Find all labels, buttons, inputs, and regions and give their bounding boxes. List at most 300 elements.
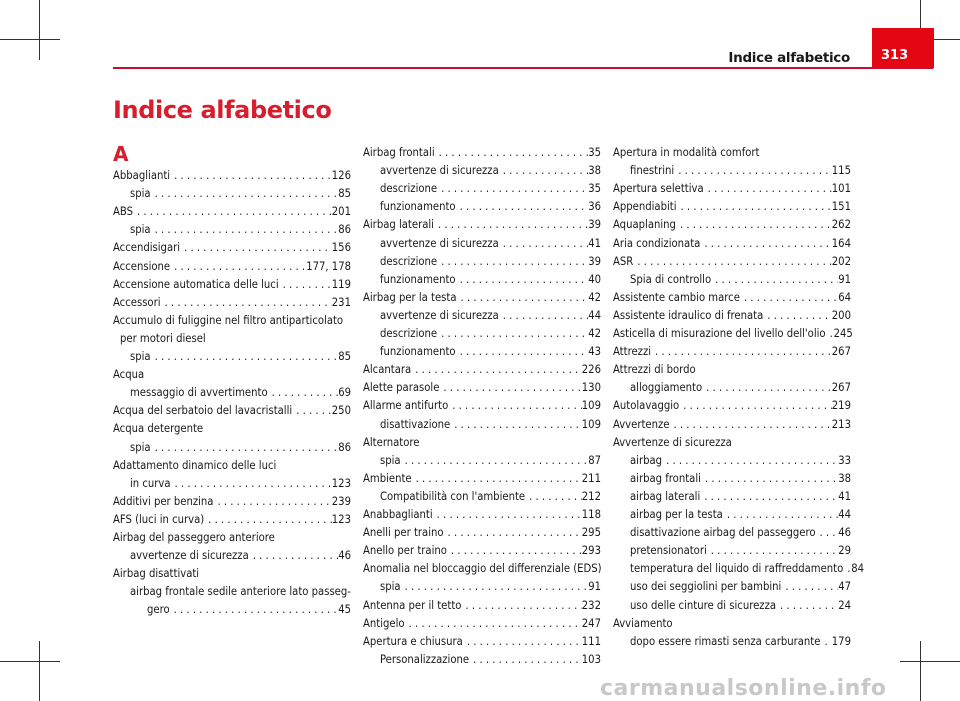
index-term: Avvertenze <box>613 417 670 431</box>
index-entry <box>113 440 351 456</box>
dot-leader <box>707 543 838 559</box>
dot-leader <box>461 598 581 614</box>
index-term: Allarme antifurto <box>363 399 449 413</box>
index-page-ref: 164 <box>831 236 851 250</box>
dot-leader <box>447 543 582 559</box>
dot-leader <box>674 163 832 179</box>
index-entry <box>613 561 865 577</box>
index-entry <box>613 362 851 378</box>
index-page-ref: 91 <box>588 580 601 594</box>
dot-leader <box>456 344 589 360</box>
index-entry <box>363 652 601 668</box>
index-term: Aquaplaning <box>613 218 676 232</box>
index-page-ref: 213 <box>831 417 851 431</box>
index-page-ref: 231 <box>331 295 351 309</box>
dot-leader <box>411 362 582 378</box>
index-page-ref: 47 <box>838 580 851 594</box>
index-entry <box>613 217 851 233</box>
index-term: disattivazione <box>380 417 451 431</box>
index-entry <box>113 548 351 564</box>
dot-leader <box>711 272 838 288</box>
index-page-ref: 39 <box>588 218 601 232</box>
index-entry <box>363 308 601 324</box>
index-entry <box>613 616 851 632</box>
index-page-ref: 42 <box>588 327 601 340</box>
index-page-ref: 118 <box>581 508 601 521</box>
index-page-ref: 267 <box>831 381 851 395</box>
index-term: airbag per la testa <box>630 508 723 521</box>
index-entry <box>363 507 601 523</box>
index-term: Airbag frontali <box>363 146 435 159</box>
index-term: Attrezzi di bordo <box>613 363 696 377</box>
index-term: dopo essere rimasti senza carburante <box>630 634 821 648</box>
index-page-ref: 177, 178 <box>306 259 351 273</box>
index-page-ref: 245 <box>833 327 853 340</box>
index-term: Appendiabiti <box>613 200 677 214</box>
index-term: Apertura selettiva <box>613 182 704 196</box>
index-term: spia <box>130 187 151 201</box>
index-entry <box>363 489 601 505</box>
index-entry <box>613 326 851 342</box>
index-entry <box>613 290 851 306</box>
index-page-ref: 44 <box>588 308 601 322</box>
dot-leader <box>161 295 332 311</box>
index-entry <box>363 616 601 632</box>
dot-leader <box>444 525 582 541</box>
index-entry <box>363 362 601 378</box>
dot-leader <box>525 489 582 505</box>
index-page-ref: 38 <box>588 164 601 178</box>
index-entry <box>113 421 351 437</box>
index-page-ref: 33 <box>838 453 851 467</box>
index-entry <box>363 398 601 414</box>
dot-leader <box>279 277 332 293</box>
index-entry <box>613 308 851 324</box>
dot-leader <box>456 272 589 288</box>
index-page-ref: 219 <box>831 399 851 413</box>
index-term: in curva <box>130 476 171 490</box>
index-entry <box>113 331 351 347</box>
index-term: uso delle cinture di sicurezza <box>630 598 777 612</box>
index-entry <box>613 453 851 469</box>
dot-leader <box>701 471 838 487</box>
index-entry <box>363 199 601 215</box>
index-term: Apertura e chiusura <box>363 634 463 648</box>
index-term: ABS <box>113 205 133 219</box>
dot-leader <box>170 168 332 184</box>
index-term: Alcantara <box>363 363 412 377</box>
dot-leader <box>679 398 832 414</box>
index-page-ref: 201 <box>331 205 351 219</box>
dot-leader <box>651 344 832 360</box>
index-term: Airbag disattivati <box>113 567 200 581</box>
index-term: Avviamento <box>613 616 673 630</box>
index-term: Acqua <box>113 368 145 382</box>
index-entry <box>363 417 601 433</box>
index-term: funzionamento <box>380 345 456 359</box>
index-term: avvertenze di sicurezza <box>380 164 499 178</box>
index-entry <box>113 367 351 383</box>
dot-leader <box>151 222 339 238</box>
index-page-ref: 156 <box>331 241 351 255</box>
index-entry <box>113 530 351 546</box>
index-term: Asticella di misurazione del livello dell'olio <box>613 327 826 340</box>
dot-leader <box>437 254 588 270</box>
dot-leader <box>723 507 838 523</box>
index-entry <box>113 403 351 419</box>
crop-mark <box>39 0 40 60</box>
index-term: Airbag del passeggero anteriore <box>113 531 275 544</box>
crop-mark <box>900 661 960 662</box>
index-term: Antenna per il tetto <box>363 598 462 612</box>
dot-leader <box>820 634 831 650</box>
index-entry <box>113 512 351 528</box>
index-term: descrizione <box>380 182 438 196</box>
index-term: airbag frontale sedile anteriore lato passeg- <box>130 585 351 599</box>
index-term: avvertenze di sicurezza <box>380 308 499 322</box>
index-term: airbag laterali <box>630 489 701 503</box>
index-entry <box>363 326 601 342</box>
dot-leader <box>633 254 832 270</box>
index-term: spia <box>130 350 151 363</box>
index-entry <box>613 417 851 433</box>
dot-leader <box>457 290 589 306</box>
crop-mark <box>0 39 60 40</box>
index-entry <box>113 222 351 238</box>
index-term: funzionamento <box>380 272 456 286</box>
index-page-ref: 24 <box>838 598 851 612</box>
index-term: Accessori <box>113 295 161 309</box>
dot-leader <box>677 199 832 215</box>
index-entry <box>113 186 351 202</box>
index-page-ref: 179 <box>831 634 851 648</box>
index-entry <box>113 204 351 220</box>
index-term: Personalizzazione <box>380 652 470 666</box>
dot-leader <box>469 652 582 668</box>
dot-leader <box>704 181 832 197</box>
index-entry <box>613 507 851 523</box>
dot-leader <box>180 240 332 256</box>
index-entry <box>113 259 351 275</box>
index-entry <box>113 584 351 600</box>
index-page-ref: 44 <box>838 508 851 521</box>
index-term: Anelli per traino <box>363 526 444 540</box>
index-term: Attrezzi <box>613 345 652 359</box>
dot-leader <box>776 598 838 614</box>
dot-leader <box>781 579 838 595</box>
dot-leader <box>170 602 339 618</box>
index-entry <box>113 476 351 492</box>
index-term: Compatibilità con l'ambiente <box>380 489 526 503</box>
index-entry <box>613 471 851 487</box>
dot-leader <box>662 453 838 469</box>
index-term: Anabbaglianti <box>363 508 433 521</box>
index-entry <box>363 217 601 233</box>
index-term: avvertenze di sicurezza <box>380 236 499 250</box>
crop-mark <box>39 641 40 701</box>
page-title: Indice alfabetico <box>113 96 332 124</box>
dot-leader <box>676 217 832 233</box>
index-entry <box>613 598 851 614</box>
dot-leader <box>499 236 588 252</box>
index-entry <box>613 525 851 541</box>
index-entry <box>363 543 601 559</box>
index-entry <box>613 145 851 161</box>
index-term: spia <box>380 453 401 467</box>
index-entry <box>613 199 851 215</box>
dot-leader <box>151 186 339 202</box>
index-entry <box>613 254 851 270</box>
index-entry <box>363 561 601 577</box>
index-term: Assistente cambio marce <box>613 290 740 304</box>
index-term: Assistente idraulico di frenata <box>613 308 764 322</box>
index-page-ref: 123 <box>331 512 351 526</box>
index-term: Accendisigari <box>113 241 181 255</box>
dot-leader <box>433 507 582 523</box>
index-entry <box>613 634 851 650</box>
index-entry <box>363 181 601 197</box>
index-entry <box>613 181 851 197</box>
dot-leader <box>401 579 589 595</box>
dot-leader <box>702 380 832 396</box>
dot-leader <box>171 476 332 492</box>
dot-leader <box>499 308 588 324</box>
index-page-ref: 86 <box>338 223 351 237</box>
running-header: Indice alfabetico <box>728 50 850 66</box>
index-term: Anello per traino <box>363 544 447 558</box>
index-entry <box>363 254 601 270</box>
index-term: Abbaglianti <box>113 169 171 182</box>
index-page-ref: 211 <box>581 471 601 485</box>
watermark: carmanualsonline.info <box>600 676 887 701</box>
index-entry <box>613 380 851 396</box>
index-term: Accumulo di fuliggine nel filtro antiparticolato <box>113 313 344 327</box>
index-entry <box>613 272 851 288</box>
dot-leader <box>439 380 581 396</box>
index-term: per motori diesel <box>120 331 206 345</box>
dot-leader <box>700 236 831 252</box>
index-entry <box>613 579 851 595</box>
index-term: spia <box>380 580 401 594</box>
dot-leader <box>826 326 834 342</box>
index-page-ref: 115 <box>831 164 851 178</box>
dot-leader <box>405 616 582 632</box>
index-term: descrizione <box>380 254 438 268</box>
index-page-ref: 151 <box>831 200 851 214</box>
index-term: Additivi per benzina <box>113 494 214 508</box>
index-page-ref: 40 <box>588 272 601 286</box>
index-page-ref: 46 <box>338 549 351 563</box>
index-term: Autolavaggio <box>613 399 680 413</box>
dot-leader <box>843 561 851 577</box>
index-term: Accensione automatica delle luci <box>113 277 279 291</box>
index-term: Anomalia nel bloccaggio del differenziale (EDS) <box>363 562 602 576</box>
index-term: Apertura in modalità comfort <box>613 146 760 159</box>
page-number: 313 <box>872 28 934 68</box>
index-term: Airbag laterali <box>363 218 434 232</box>
index-page-ref: 43 <box>588 345 601 359</box>
index-page-ref: 262 <box>831 218 851 232</box>
index-entry <box>363 163 601 179</box>
index-term: gero <box>147 603 170 617</box>
index-term: AFS (luci in curva) <box>113 512 205 526</box>
index-entry <box>363 236 601 252</box>
dot-leader <box>740 290 838 306</box>
index-entry <box>113 240 351 256</box>
index-page-ref: 42 <box>588 290 601 304</box>
index-page-ref: 41 <box>588 236 601 250</box>
index-page-ref: 85 <box>338 187 351 201</box>
index-entry <box>363 145 601 161</box>
index-term: Avvertenze di sicurezza <box>613 435 732 449</box>
index-page-ref: 250 <box>331 404 351 418</box>
index-page-ref: 35 <box>588 146 601 159</box>
index-term: airbag <box>630 453 663 467</box>
index-page-ref: 212 <box>581 489 601 503</box>
dot-leader <box>450 417 582 433</box>
index-entry <box>363 579 601 595</box>
index-entry <box>363 290 601 306</box>
index-entry <box>113 385 351 401</box>
index-entry <box>363 598 601 614</box>
index-entry <box>113 602 351 618</box>
index-term: alloggiamento <box>630 381 703 395</box>
section-letter: A <box>113 142 129 166</box>
index-term: funzionamento <box>380 200 456 214</box>
index-page-ref: 85 <box>338 350 351 363</box>
index-entry <box>363 344 601 360</box>
index-term: pretensionatori <box>630 544 707 558</box>
index-page-ref: 293 <box>581 544 601 558</box>
index-page-ref: 232 <box>581 598 601 612</box>
dot-leader <box>816 525 839 541</box>
dot-leader <box>133 204 332 220</box>
index-entry <box>113 313 351 329</box>
header-rule <box>113 67 933 69</box>
index-page-ref: 86 <box>338 440 351 454</box>
index-page-ref: 103 <box>581 652 601 666</box>
dot-leader <box>437 181 588 197</box>
dot-leader <box>151 349 339 365</box>
index-entry <box>613 435 851 451</box>
index-term: disattivazione airbag del passeggero <box>630 526 816 540</box>
index-term: Adattamento dinamico delle luci <box>113 458 277 472</box>
dot-leader <box>434 217 588 233</box>
index-term: temperatura del liquido di raffreddamento <box>630 562 844 576</box>
dot-leader <box>412 471 582 487</box>
index-page-ref: 123 <box>331 476 351 490</box>
index-term: Accensione <box>113 259 171 273</box>
index-page-ref: 39 <box>588 254 601 268</box>
index-entry <box>613 543 851 559</box>
crop-mark <box>920 641 921 701</box>
dot-leader <box>151 440 339 456</box>
dot-leader <box>700 489 838 505</box>
index-entry <box>363 380 601 396</box>
index-page-ref: 41 <box>838 489 851 503</box>
dot-leader <box>499 163 588 179</box>
index-term: spia <box>130 223 151 237</box>
index-term: spia <box>130 440 151 454</box>
index-term: Spia di controllo <box>630 272 712 286</box>
index-page-ref: 38 <box>838 471 851 485</box>
index-page-ref: 226 <box>581 363 601 377</box>
dot-leader <box>268 385 339 401</box>
index-term: Acqua detergente <box>113 422 204 436</box>
index-page-ref: 64 <box>838 290 851 304</box>
index-term: Airbag per la testa <box>363 290 457 304</box>
index-page-ref: 101 <box>831 182 851 196</box>
index-entry <box>613 398 851 414</box>
dot-leader <box>763 308 831 324</box>
index-entry <box>613 344 851 360</box>
index-entry <box>363 471 601 487</box>
index-page-ref: 35 <box>588 182 601 196</box>
dot-leader <box>437 326 588 342</box>
index-page-ref: 45 <box>338 603 351 617</box>
index-term: ASR <box>613 254 634 268</box>
index-entry <box>113 566 351 582</box>
index-page-ref: 84 <box>851 562 865 576</box>
dot-leader <box>249 548 338 564</box>
index-page-ref: 111 <box>581 634 601 648</box>
index-entry <box>113 168 351 184</box>
index-page-ref: 119 <box>331 277 351 291</box>
index-entry <box>113 349 351 365</box>
index-term: Ambiente <box>363 471 412 485</box>
dot-leader <box>213 494 331 510</box>
index-page-ref: 247 <box>581 616 601 630</box>
index-entry <box>113 494 351 510</box>
index-page-ref: 91 <box>838 272 851 286</box>
index-term: Alette parasole <box>363 381 440 395</box>
index-page-ref: 46 <box>838 526 851 540</box>
index-term: Acqua del serbatoio del lavacristalli <box>113 404 293 418</box>
index-entry <box>113 277 351 293</box>
index-page-ref: 239 <box>331 494 351 508</box>
dot-leader <box>435 145 589 161</box>
index-term: avvertenze di sicurezza <box>130 549 249 563</box>
index-entry <box>363 525 601 541</box>
index-page-ref: 126 <box>331 169 351 182</box>
index-page-ref: 109 <box>581 399 601 413</box>
index-page-ref: 202 <box>831 254 851 268</box>
index-page-ref: 130 <box>581 381 601 395</box>
index-page-ref: 267 <box>831 345 851 359</box>
dot-leader <box>204 512 332 528</box>
index-term: finestrini <box>630 164 675 178</box>
index-term: Alternatore <box>363 435 420 449</box>
index-entry <box>363 453 601 469</box>
index-page-ref: 200 <box>831 308 851 322</box>
index-term: Antigelo <box>363 616 405 630</box>
dot-leader <box>463 634 582 650</box>
dot-leader <box>456 199 589 215</box>
index-page-ref: 36 <box>588 200 601 214</box>
index-entry <box>363 272 601 288</box>
crop-mark <box>0 661 60 662</box>
index-term: airbag frontali <box>630 471 701 485</box>
index-entry <box>613 163 851 179</box>
index-page-ref: 69 <box>338 386 351 400</box>
index-entry <box>113 458 351 474</box>
index-entry <box>113 295 351 311</box>
dot-leader <box>292 403 332 419</box>
index-term: messaggio di avvertimento <box>130 386 268 400</box>
index-entry <box>613 236 851 252</box>
dot-leader <box>170 259 306 275</box>
dot-leader <box>669 417 831 433</box>
